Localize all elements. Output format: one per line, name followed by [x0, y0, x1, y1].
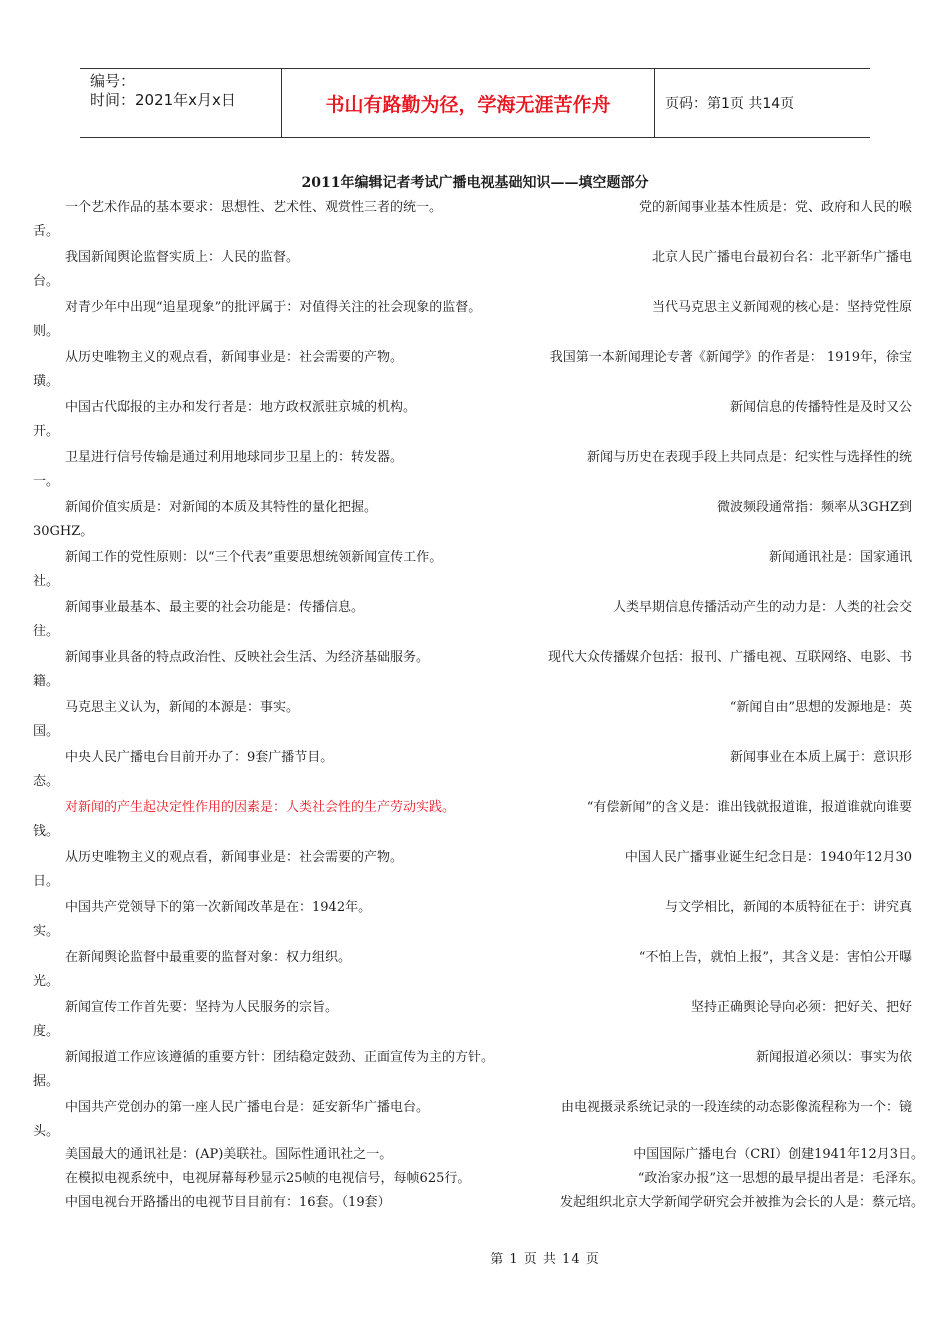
item-right-text: 微波频段通常指：频率从3GHZ到	[716, 500, 912, 515]
item-right-text: 与文学相比，新闻的本质特征在于：讲究真	[664, 900, 912, 915]
item-left-text: 在模拟电视系统中，电视屏幕每秒显示25帧的电视信号，每帧625行。	[65, 1171, 471, 1186]
list-item	[33, 443, 918, 493]
item-right-text: 新闻事业在本质上属于：意识形	[729, 750, 912, 765]
item-right-text: 当代马克思主义新闻观的核心是：坚持党性原	[651, 300, 912, 315]
list-item	[33, 693, 918, 743]
list-item	[33, 1167, 924, 1191]
list-item	[33, 743, 918, 793]
item-continuation-text: 籍。	[33, 674, 60, 689]
list-item	[33, 543, 918, 593]
item-left-text: 卫星进行信号传输是通过利用地球同步卫星上的：转发器。	[65, 450, 404, 465]
item-continuation-text: 度。	[33, 1024, 60, 1039]
time-label: 时间：2021年x月x日	[90, 91, 236, 109]
list-item	[33, 943, 918, 993]
item-right-text: 新闻与历史在表现手段上共同点是：纪实性与选择性的统	[586, 450, 912, 465]
item-right-text: 中国国际广播电台（CRI）创建1941年12月3日。	[633, 1147, 924, 1162]
list-item	[33, 493, 918, 543]
item-left-text: 中国共产党领导下的第一次新闻改革是在：1942年。	[65, 900, 372, 915]
item-left-text: 新闻事业具备的特点政治性、反映社会生活、为经济基础服务。	[65, 650, 430, 665]
item-left-text: 对青少年中出现“追星现象”的批评属于：对值得关注的社会现象的监督。	[65, 300, 482, 315]
item-left-text: 美国最大的通讯社是：(AP)美联社。国际性通讯社之一。	[65, 1147, 393, 1162]
item-right-text: “新闻自由”思想的发源地是：英	[729, 700, 912, 715]
item-right-text: 中国人民广播事业诞生纪念日是：1940年12月30	[624, 850, 912, 865]
item-right-text: 发起组织北京大学新闻学研究会并被推为会长的人是：蔡元培。	[559, 1195, 924, 1210]
item-right-text: 新闻通讯社是：国家通讯	[768, 550, 912, 565]
item-left-text: 新闻工作的党性原则：以“三个代表”重要思想统领新闻宣传工作。	[65, 550, 443, 565]
item-left-text: 中国电视台开路播出的电视节目目前有：16套。（19套）	[65, 1195, 391, 1210]
item-left-text: 在新闻舆论监督中最重要的监督对象：权力组织。	[65, 950, 352, 965]
item-left-text: 一个艺术作品的基本要求：思想性、艺术性、观赏性三者的统一。	[65, 200, 443, 215]
item-left-text: 新闻报道工作应该遵循的重要方针：团结稳定鼓劲、正面宣传为主的方针。	[65, 1050, 495, 1065]
document-body	[33, 193, 924, 1215]
item-right-text: “有偿新闻”的含义是：谁出钱就报道谁，报道谁就向谁要	[586, 800, 912, 815]
motto-text: 书山有路勤为径，学海无涯苦作舟	[325, 93, 611, 116]
list-item	[33, 343, 918, 393]
list-item	[33, 643, 918, 693]
item-continuation-text: 舌。	[33, 224, 60, 239]
item-continuation-text: 台。	[33, 274, 60, 289]
page-info-text: 页码：第1页 共14页	[665, 96, 795, 112]
item-right-text: 我国第一本新闻理论专著《新闻学》的作者是： 1919年，徐宝	[549, 350, 912, 365]
list-item	[33, 843, 918, 893]
list-item	[33, 793, 918, 843]
item-continuation-text: 往。	[33, 624, 60, 639]
list-item	[33, 893, 918, 943]
item-left-text: 中央人民广播电台目前开办了：9套广播节目。	[65, 750, 334, 765]
item-continuation-text: 国。	[33, 724, 60, 739]
item-left-text: 马克思主义认为，新闻的本源是：事实。	[65, 700, 300, 715]
item-continuation-text: 钱。	[33, 824, 60, 839]
list-item	[33, 993, 918, 1043]
item-right-text: 北京人民广播电台最初台名：北平新华广播电	[651, 250, 912, 265]
list-item	[33, 393, 918, 443]
item-left-text: 中国共产党创办的第一座人民广播电台是：延安新华广播电台。	[65, 1100, 430, 1115]
page-footer: 第 1 页 共 14 页	[490, 1252, 600, 1267]
item-continuation-text: 头。	[33, 1124, 60, 1139]
item-left-text: 从历史唯物主义的观点看，新闻事业是：社会需要的产物。	[65, 350, 404, 365]
item-right-text: “政治家办报”这一思想的最早提出者是：毛泽东。	[637, 1171, 924, 1186]
item-continuation-text: 一。	[33, 474, 60, 489]
item-right-text: 党的新闻事业基本性质是：党、政府和人民的喉	[638, 200, 912, 215]
item-continuation-text: 开。	[33, 424, 60, 439]
list-item	[33, 1143, 924, 1167]
item-left-text: 从历史唯物主义的观点看，新闻事业是：社会需要的产物。	[65, 850, 404, 865]
item-continuation-text: 30GHZ。	[33, 524, 94, 539]
item-left-text: 中国古代邸报的主办和发行者是：地方政权派驻京城的机构。	[65, 400, 417, 415]
list-item	[33, 593, 918, 643]
item-left-text: 对新闻的产生起决定性作用的因素是：人类社会性的生产劳动实践。	[65, 800, 456, 815]
page-info-cell	[655, 69, 870, 137]
list-item	[33, 193, 918, 243]
item-left-text: 新闻价值实质是：对新闻的本质及其特性的量化把握。	[65, 500, 378, 515]
header-table	[80, 68, 870, 138]
list-item	[33, 1191, 924, 1215]
item-left-text: 新闻事业最基本、最主要的社会功能是：传播信息。	[65, 600, 365, 615]
item-right-text: 由电视摄录系统记录的一段连续的动态影像流程称为一个：镜	[560, 1100, 912, 1115]
item-continuation-text: 社。	[33, 574, 60, 589]
number-label: 编号：	[90, 72, 136, 90]
item-right-text: “不怕上告，就怕上报”，其含义是：害怕公开曝	[638, 950, 912, 965]
item-continuation-text: 态。	[33, 774, 60, 789]
item-left-text: 新闻宣传工作首先要：坚持为人民服务的宗旨。	[65, 1000, 339, 1015]
item-continuation-text: 据。	[33, 1074, 60, 1089]
motto-cell	[281, 69, 655, 137]
item-right-text: 现代大众传播媒介包括：报刊、广播电视、互联网络、电影、书	[547, 650, 912, 665]
item-right-text: 坚持正确舆论导向必须：把好关、把好	[690, 1000, 912, 1015]
item-left-text: 我国新闻舆论监督实质上：人民的监督。	[65, 250, 300, 265]
list-item	[33, 1093, 918, 1143]
header-meta-cell	[80, 69, 281, 137]
item-continuation-text: 则。	[33, 324, 60, 339]
item-continuation-text: 日。	[33, 874, 60, 889]
list-item	[33, 1043, 918, 1093]
item-continuation-text: 实。	[33, 924, 60, 939]
item-right-text: 人类早期信息传播活动产生的动力是：人类的社会交	[612, 600, 912, 615]
item-continuation-text: 光。	[33, 974, 60, 989]
item-continuation-text: 璜。	[33, 374, 60, 389]
item-right-text: 新闻报道必须以：事实为依	[755, 1050, 912, 1065]
list-item	[33, 293, 918, 343]
item-right-text: 新闻信息的传播特性是及时又公	[729, 400, 912, 415]
document-title: 2011年编辑记者考试广播电视基础知识——填空题部分	[301, 175, 649, 191]
list-item	[33, 243, 918, 293]
